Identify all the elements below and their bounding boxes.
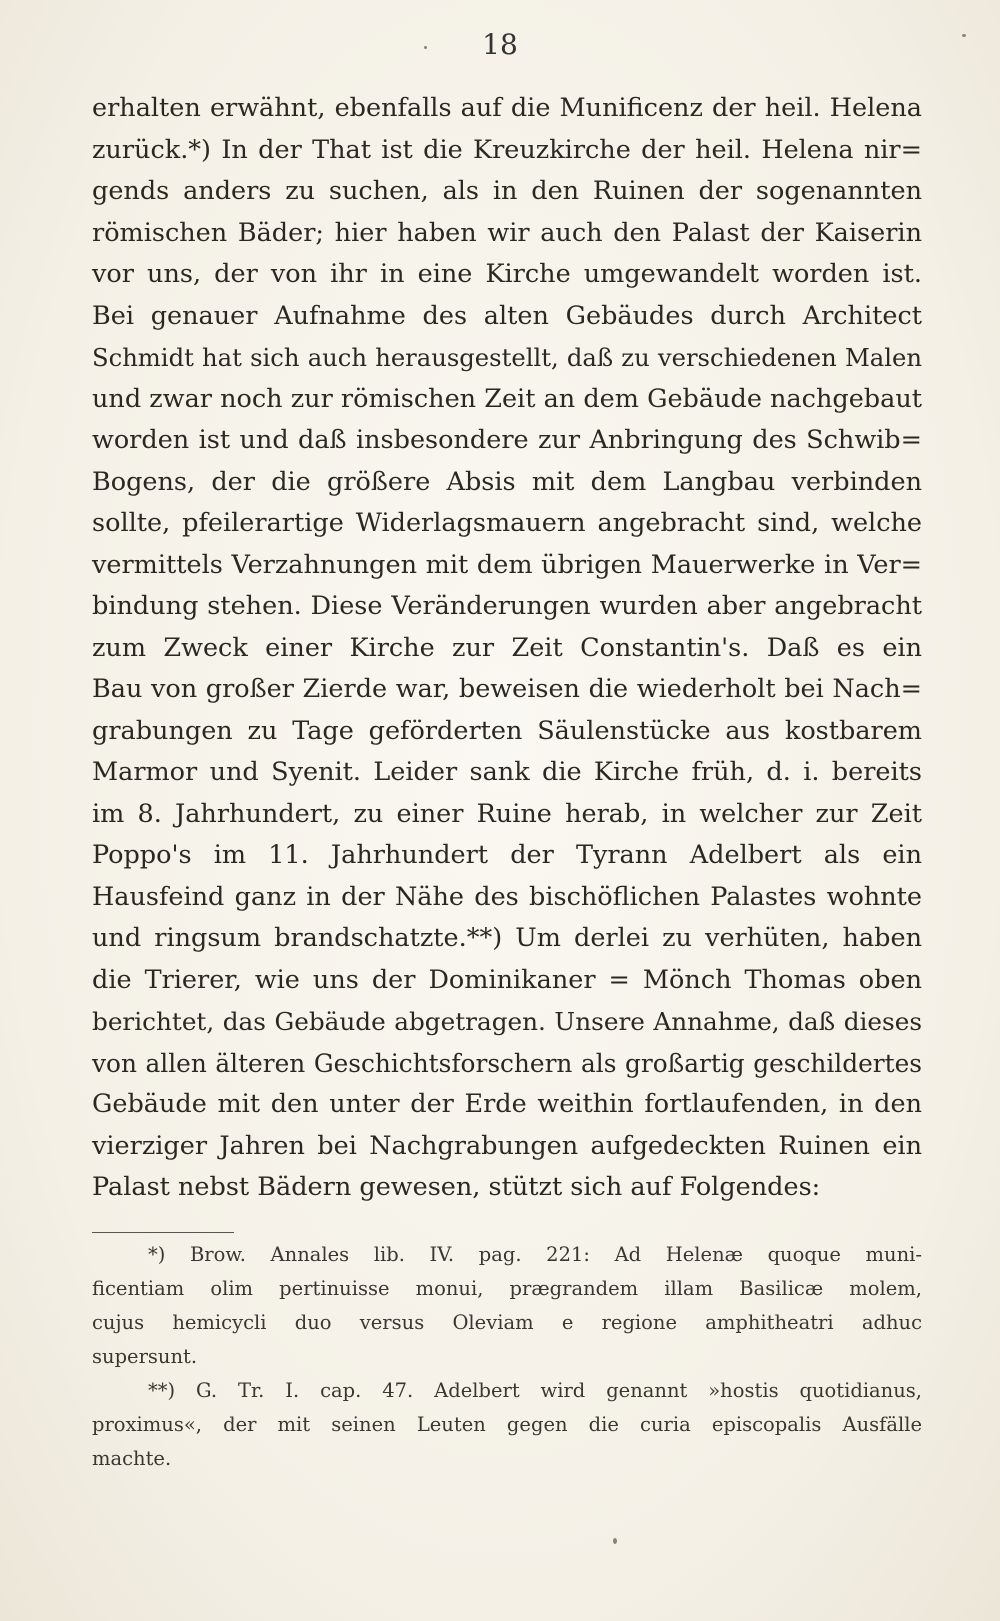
text-line: Hausfeind ganz in der Nähe des bischöflichen Palastes wohnte [92, 881, 922, 912]
text-line: vermittels Verzahnungen mit dem übrigen Mauerwerke in Ver= [92, 549, 922, 580]
footnote-2 [92, 1374, 922, 1476]
text-line: grabungen zu Tage geförderten Säulenstücke aus kostbarem [92, 715, 922, 746]
page-number: 18 [482, 28, 518, 61]
text-line: gends anders zu suchen, als in den Ruinen der sogenannten [92, 176, 922, 206]
text-line: Bogens, der die größere Absis mit dem Langbau verbinden [92, 466, 922, 497]
footnote-line: *) Brow. Annales lib. IV. pag. 221: Ad Helenæ quoque muni- [148, 1243, 922, 1266]
text-line: Gebäude mit den unter der Erde weithin fortlaufenden, in den [92, 1089, 922, 1119]
text-line: bindung stehen. Diese Veränderungen wurden aber angebracht [92, 591, 922, 621]
text-line: und ringsum brandschatzte.**) Um derlei zu verhüten, haben [92, 923, 922, 953]
footnotes-block [92, 1238, 922, 1476]
footnote-line: ficentiam olim pertinuisse monui, prægrandem illam Basilicæ molem, [92, 1277, 922, 1300]
paper-speck [962, 34, 966, 37]
text-line: Bau von großer Zierde war, beweisen die wiederholt bei Nach= [92, 674, 922, 704]
paper-speck [613, 1538, 617, 1544]
text-line: Poppo's im 11. Jahrhundert der Tyrann Adelbert als ein [92, 840, 922, 870]
footnote-line: proximus«, der mit seinen Leuten gegen die curia episcopalis Ausfälle [92, 1413, 922, 1436]
text-line: die Trierer, wie uns der Dominikaner = Mönch Thomas oben [92, 964, 922, 995]
main-text-block [92, 88, 922, 1209]
text-line: zurück.*) In der That ist die Kreuzkirche der heil. Helena nir= [92, 134, 922, 165]
footnote-divider [92, 1232, 234, 1233]
text-line: vierziger Jahren bei Nachgrabungen aufgedeckten Ruinen ein [92, 1130, 922, 1161]
footnote-line: supersunt. [92, 1345, 198, 1368]
text-line: worden ist und daß insbesondere zur Anbringung des Schwib= [92, 425, 922, 455]
text-line: Schmidt hat sich auch herausgestellt, daß zu verschiedenen Malen [92, 343, 922, 372]
footnote-line: **) G. Tr. I. cap. 47. Adelbert wird genannt »hostis quotidianus, [148, 1379, 922, 1402]
text-line: im 8. Jahrhundert, zu einer Ruine herab, in welcher zur Zeit [92, 798, 922, 829]
footnote-line: cujus hemicycli duo versus Oleviam e regione amphitheatri adhuc [92, 1311, 922, 1334]
paper-speck [424, 46, 427, 49]
text-line: sollte, pfeilerartige Widerlagsmauern angebracht sind, welche [92, 508, 922, 538]
footnote-1 [92, 1238, 922, 1374]
text-line: von allen älteren Geschichtsforschern als großartig geschildertes [92, 1048, 922, 1078]
text-line: berichtet, das Gebäude abgetragen. Unsere Annahme, daß dieses [92, 1007, 922, 1036]
text-line: Bei genauer Aufnahme des alten Gebäudes durch Architect [92, 300, 922, 331]
footnote-line: machte. [92, 1447, 172, 1470]
text-line: Marmor und Syenit. Leider sank die Kirche früh, d. i. bereits [92, 757, 922, 787]
text-line: Palast nebst Bädern gewesen, stützt sich auf Folgendes: [92, 1172, 821, 1202]
text-line: vor uns, der von ihr in eine Kirche umgewandelt worden ist. [92, 259, 922, 289]
text-line: zum Zweck einer Kirche zur Zeit Constantin's. Daß es ein [92, 632, 922, 663]
text-line: römischen Bäder; hier haben wir auch den Palast der Kaiserin [92, 217, 922, 248]
text-line: und zwar noch zur römischen Zeit an dem Gebäude nachgebaut [92, 383, 922, 414]
text-line: erhalten erwähnt, ebenfalls auf die Munificenz der heil. Helena [92, 93, 922, 123]
